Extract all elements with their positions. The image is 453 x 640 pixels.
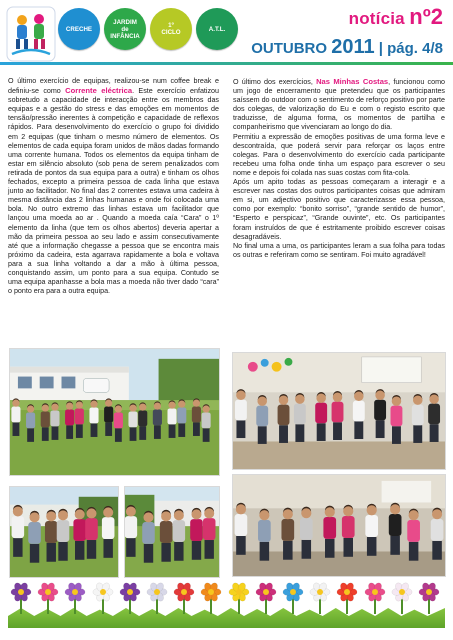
outdoor-human-chain-photo-2 — [124, 486, 220, 578]
flower-icon — [117, 580, 143, 614]
article-column-right — [233, 77, 445, 260]
flower-icon — [90, 580, 116, 614]
newsletter-title-label: notícia — [348, 9, 405, 28]
article-paragraph: Após um apito todas as pessoas começaram a interagir e a escrever nas costas dos outros participantes coisas que admiram em si, um adjectivo positivo que caracterizasse essa pessoa, como por exemplo: “bonito sorriso”, “grande sentido de humor”, “Esperto e perspicaz”, “Grande ouvinte”, etc. Os participantes foram instruídos de que é estritamente proibido escrever coisas desagradáveis. — [233, 178, 445, 241]
exercise-name-corrente-electrica: Corrente eléctrica — [65, 86, 133, 96]
badge-atl-label: A.T.L. — [208, 25, 226, 33]
flower-icon — [8, 580, 34, 614]
issue-page: pág. 4/8 — [387, 40, 443, 57]
newsletter-number: nº2 — [409, 4, 443, 29]
flower-icon — [280, 580, 306, 614]
flower-icon — [334, 580, 360, 614]
paragraph-text: , funcionou como um jogo de encerramento que pretendeu que os participantes saíssem do outdoor com o sentimento de reforço positivo por parte dos colegas, de valorização do Eu e com o registo escrito que traduzisse, de alguma forma, os momentos de partilha e companheirismo que vivenciaram ao longo do dia. — [233, 78, 445, 132]
badge-primeiro-ciclo — [150, 8, 192, 50]
outdoor-group-circle-photo — [9, 348, 220, 476]
outdoor-human-chain-photo-1 — [9, 486, 119, 578]
school-logo — [6, 6, 56, 62]
paragraph-text: O último exercício de equipas, realizou-se num coffee break e definiu-se como — [8, 77, 219, 96]
flower-icon — [253, 580, 279, 614]
header-divider — [0, 62, 453, 65]
article-column-left — [8, 77, 219, 296]
flower-icon — [307, 580, 333, 614]
newsletter-title — [349, 4, 443, 30]
badge-jardim-infancia — [104, 8, 146, 50]
issue-separator: | — [378, 40, 383, 57]
badge-creche — [58, 8, 100, 50]
article-paragraph — [8, 77, 219, 296]
exercise-name-nas-minhas-costas: Nas Minhas Costas — [316, 77, 389, 86]
flower-icon — [362, 580, 388, 614]
flower-icon — [226, 580, 252, 614]
paragraph-text: . Este exercício enfatizou sobretudo a capacidade de interacção entre os membros das equipas e a gestão do stress e das emoções em momentos de tensão/pressão inerentes à competição e capacidade de reflexos rápidos. Para desenvolvimento do exercício o grupo foi dividido em 2 equipas (que tinham o mesmo número de elementos. Os elementos de cada equipa foram unidos de mãos dadas formando uma corrente humana. Todos os elementos da equipa tinham de estar em silêncio absoluto (sob pena de serem penalizados com retirada de pontos da sua equipa para a outra) e tinham os olhos fechados, excepto a primeira pessoa de cada linha que estava junto ao facilitador. No final das 2 correntes estava uma cadeira à mesma distância das 2 linhas humanas e onde foi colocada uma bola. No outro extremo das linhas estava um facilitador que lançou uma moeda ao ar . Quando a moeda caía “Cara” o 1º elemento da linha (que tem os olhos abertos) deveria apertar a mão da primeira pessoa ao seu lado e assim consecutivamente até que a informação chegasse a pessoa que se encontra mais próximo da cadeira, esta agarrava rapidamente a bola e voltava para a sua linha voltando a dar a mão à última pessoa, conquistando assim, um ponto para a sua equipa. Contudo se uma equipa apanhasse a bola mas a moeda não tiver dado “cara” o ponto era para a outra equipa. — [8, 87, 219, 296]
flower-icon — [171, 580, 197, 614]
badge-jardim-infancia-label: JARDIM de INFÂNCIA — [110, 18, 140, 40]
issue-month: OUTUBRO — [251, 40, 328, 57]
paragraph-text: O último dos exercícios, — [233, 78, 317, 86]
badge-atl — [196, 8, 238, 50]
indoor-group-reading-photo — [232, 474, 446, 577]
flower-icon — [198, 580, 224, 614]
flower-icon — [62, 580, 88, 614]
article-paragraph: No final uma a uma, os participantes leram a sua folha para todas os outras e referiram como se sentiram. Foi muito agradável! — [233, 241, 445, 259]
badge-primeiro-ciclo-label: 1º CICLO — [161, 22, 181, 36]
flower-icon — [144, 580, 170, 614]
badge-creche-label: CRECHE — [65, 25, 93, 33]
flower-icon — [389, 580, 415, 614]
flower-border — [8, 580, 445, 628]
issue-year: 2011 — [331, 36, 375, 58]
page-header — [0, 0, 453, 68]
flower-icon — [35, 580, 61, 614]
indoor-group-writing-photo — [232, 352, 446, 470]
issue-line — [251, 36, 443, 59]
article-paragraph: Permitiu a expressão de emoções positivas de uma forma leve e descontraída, que poderá servir para reforçar os laços entre colegas. Para o desenvolvimento do exercício cada participante recebeu uma folha onde tinha um espaço para escrever o seu nome e depois foi colada nas suas costas com fita-cola. — [233, 132, 445, 177]
flower-icon — [416, 580, 442, 614]
article-paragraph — [233, 77, 445, 133]
